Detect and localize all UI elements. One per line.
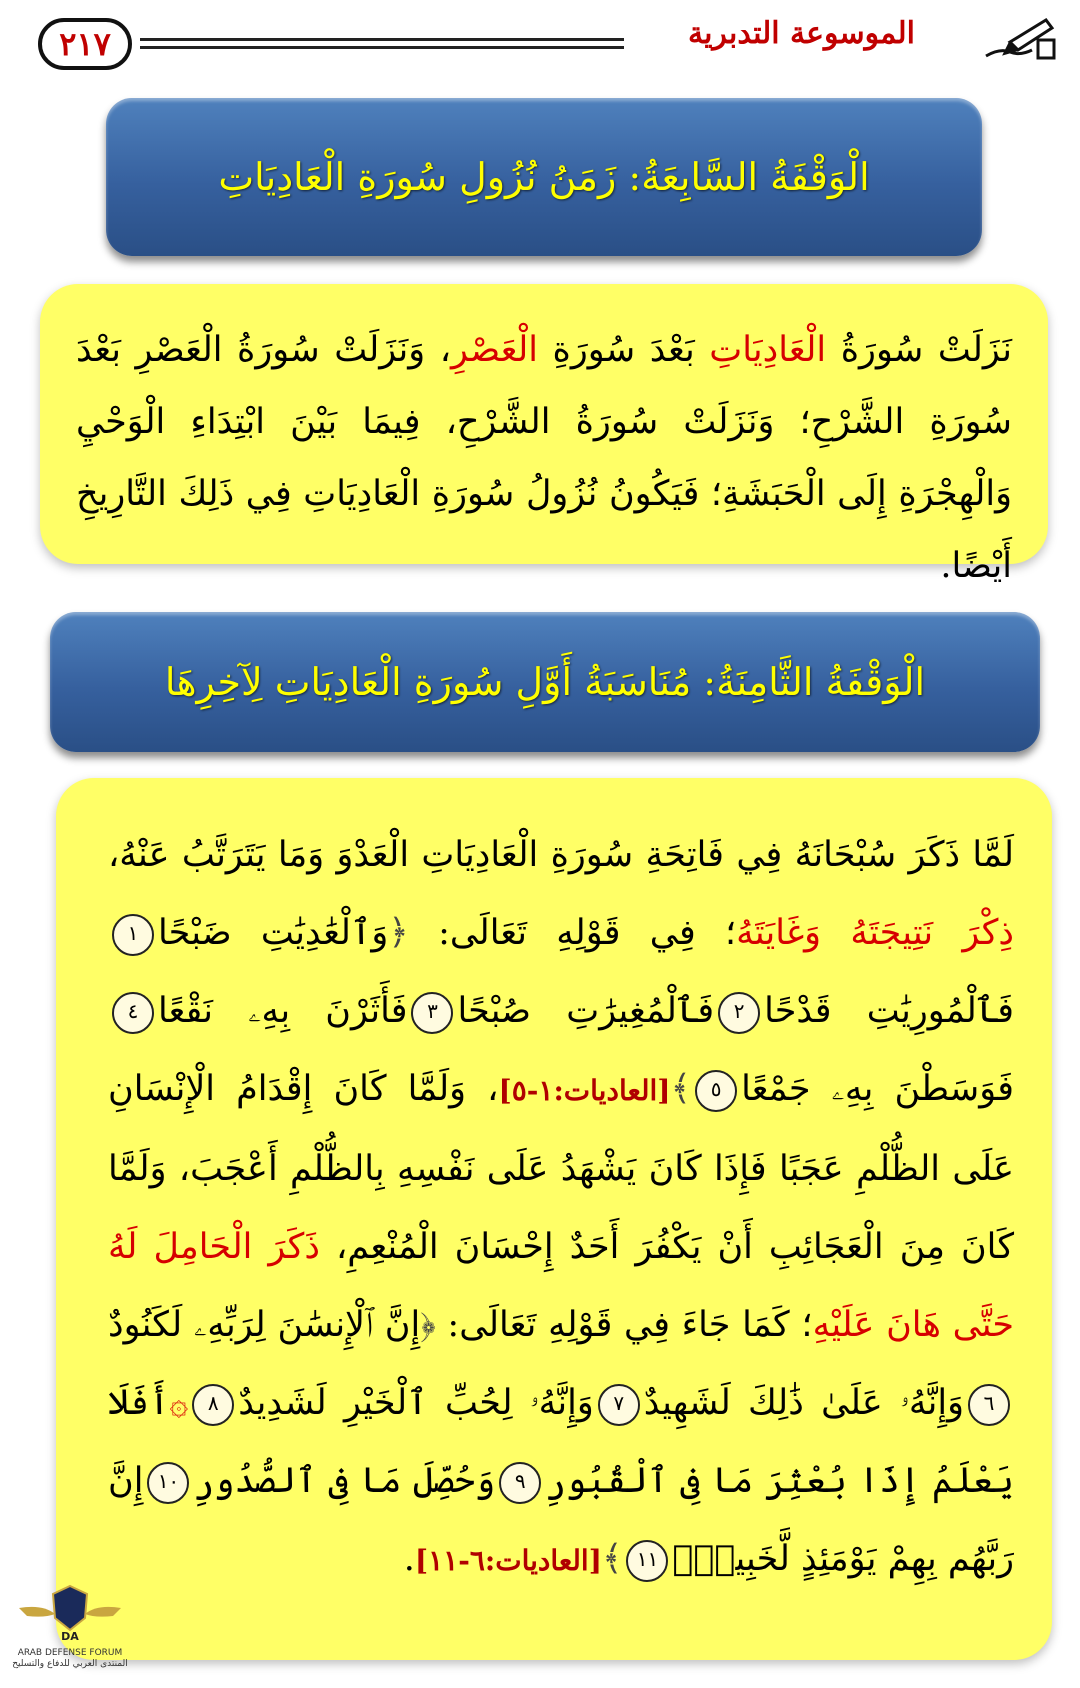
- quran-open-bracket-2: ﴿: [420, 1305, 436, 1345]
- ayah-number-9: ٩: [499, 1462, 541, 1504]
- ayah-4: فَأَثَرْنَ بِهِۦ نَقْعًا: [158, 991, 408, 1031]
- s7-highlight-asr: الْعَصْرِ: [451, 330, 538, 370]
- header-divider: [140, 38, 624, 52]
- s8-highlight-result: ذِكْرَ نَتِيجَتَهُ وَغَايَتَهُ: [736, 913, 1014, 953]
- ayah-number-3: ٣: [411, 992, 453, 1034]
- ayah-number-7: ٧: [598, 1384, 640, 1426]
- quran-open-bracket-1: ﴿: [388, 913, 409, 953]
- pen-writing-icon: [980, 12, 1058, 68]
- forum-logo-text: DA: [61, 1630, 79, 1643]
- ayah-number-5: ٥: [695, 1070, 737, 1112]
- ayah-2: فَٱلْمُورِيَٰتِ قَدْحًا: [764, 991, 1014, 1031]
- s8-highlight-cause: ذَكَرَ الْحَامِلَ لَهُ حَتَّى هَانَ عَلَيْهِ: [108, 1227, 1015, 1345]
- ayah-10: وَحُصِّلَ مَا فِى ٱلصُّدُورِ: [193, 1461, 496, 1501]
- s8-text-end: .: [403, 1539, 415, 1579]
- ayah-8: وَإِنَّهُۥ لِحُبِّ ٱلْخَيْرِ لَشَدِيدٌ: [238, 1383, 594, 1423]
- forum-watermark: [10, 1578, 130, 1686]
- quran-close-bracket-1: ﴾: [670, 1069, 692, 1109]
- ayah-1: وَٱلْعَٰدِيَٰتِ ضَبْحًا: [158, 913, 389, 953]
- s7-highlight-aadiyat: الْعَادِيَاتِ: [709, 330, 827, 370]
- ayah-7: وَإِنَّهُۥ عَلَىٰ ذَٰلِكَ لَشَهِيدٌ: [643, 1383, 964, 1423]
- s8-text-2: ؛ فِي قَوْلِهِ تَعَالَى:: [408, 913, 737, 953]
- rub-el-hizb-icon: ۞: [169, 1384, 189, 1422]
- ayah-number-1: ١: [112, 914, 154, 956]
- s8-text-3: ، وَلَمَّا كَانَ إِقْدَامُ الْإِنْسَانِ عَلَى الظُّلْمِ عَجَبًا فَإِذَا كَانَ يَشْهَدُ عَلَى نَفْسِهِ بِالظُّلْمِ أَعْجَبَ، وَلَمَّا كَانَ مِنَ الْعَجَائِبِ أَنْ يَكْفُرَ أَحَدٌ إِحْسَانَ الْمُنْعِمِ،: [108, 1069, 1015, 1267]
- ayah-number-11: ١١: [626, 1540, 668, 1582]
- section-8-heading: الْوَقْفَةُ الثَّامِنَةُ: مُنَاسَبَةُ أَوَّلِ سُورَةِ الْعَادِيَاتِ لِآخِرِهَا: [50, 612, 1040, 752]
- ayah-number-4: ٤: [112, 992, 154, 1034]
- forum-name-ar: المنتدى العربي للدفاع والتسليح: [12, 1659, 128, 1669]
- ayah-number-8: ٨: [192, 1384, 234, 1426]
- section-7-body: [40, 284, 1048, 586]
- book-title: الموسوعة التدبرية: [688, 16, 915, 51]
- s7-text-2: بَعْدَ سُورَةِ: [537, 330, 710, 370]
- section-7-heading: الْوَقْفَةُ السَّابِعَةُ: زَمَنُ نُزُولِ سُورَةِ الْعَادِيَاتِ: [106, 98, 982, 256]
- ayah-5: فَوَسَطْنَ بِهِۦ جَمْعًا: [741, 1069, 1015, 1109]
- quran-reference-2: [العاديات:٦-١١]: [414, 1544, 602, 1577]
- quran-reference-1: [العاديات:١-٥]: [498, 1074, 671, 1107]
- s7-text-3: ، وَنَزَلَتْ سُورَةُ الْعَصْرِ بَعْدَ سُورَةِ الشَّرْحِ؛ وَنَزَلَتْ سُورَةُ الشَّرْحِ، فِيمَا بَيْنَ ابْتِدَاءِ الْوَحْيِ وَالْهِجْرَةِ إِلَى الْحَبَشَةِ؛ فَيَكُونُ نُزُولُ سُورَةِ الْعَادِيَاتِ فِي ذَلِكَ التَّارِيخِ أَيْضًا.: [76, 330, 1012, 586]
- forum-logo-icon: [15, 1578, 125, 1644]
- ayah-number-6: ٦: [968, 1384, 1010, 1426]
- ayah-9: أَفَلَا يَعْلَمُ إِذَا بُعْثِرَ مَا فِى ٱلْقُبُورِ: [108, 1383, 1014, 1501]
- s8-text-1: لَمَّا ذَكَرَ سُبْحَانَهُ فِي فَاتِحَةِ سُورَةِ الْعَادِيَاتِ الْعَدْوَ وَمَا يَتَرَتَّبُ عَنْهُ،: [108, 835, 1014, 875]
- quran-close-bracket-2: ﴾: [601, 1539, 623, 1579]
- ayah-3: فَٱلْمُغِيرَٰتِ صُبْحًا: [457, 991, 715, 1031]
- section-8-body: [56, 778, 1052, 1660]
- forum-name-en: ARAB DEFENSE FORUM: [17, 1648, 123, 1658]
- ayah-6: إِنَّ ٱلْإِنسَٰنَ لِرَبِّهِۦ لَكَنُودٌ: [108, 1305, 421, 1345]
- page-number: ٢١٧: [38, 18, 132, 70]
- ayah-number-10: ١٠: [147, 1462, 189, 1504]
- s8-text-4: ؛ كَمَا جَاءَ فِي قَوْلِهِ تَعَالَى:: [435, 1305, 813, 1345]
- s7-text-1: نَزَلَتْ سُورَةُ: [826, 330, 1012, 370]
- ayah-11: إِنَّ رَبَّهُم بِهِمْ يَوْمَئِذٍ لَّخَبِيرٌۢ: [108, 1461, 1014, 1579]
- ayah-number-2: ٢: [718, 992, 760, 1034]
